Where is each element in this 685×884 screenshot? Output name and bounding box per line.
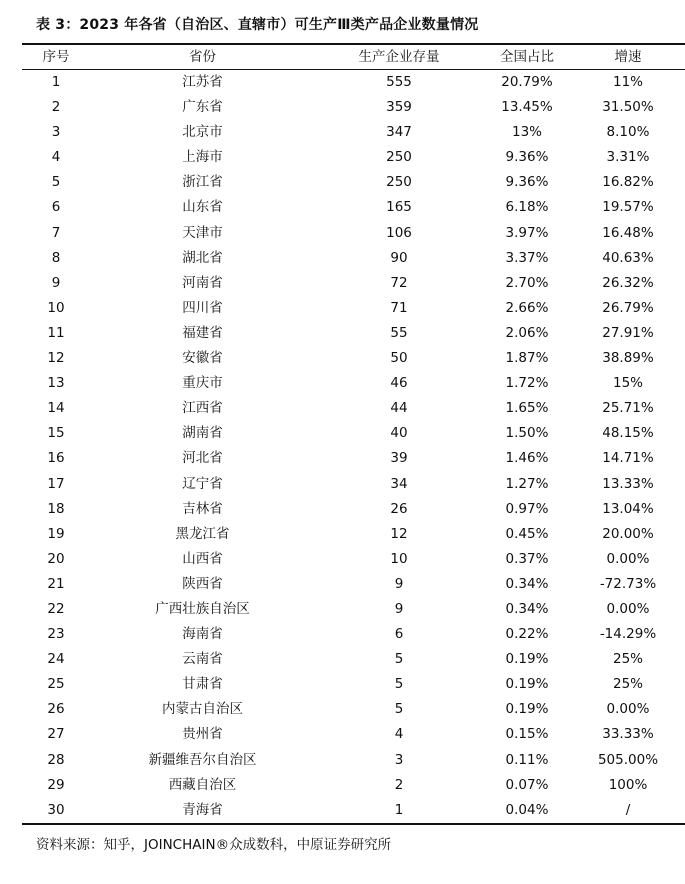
cell-province: 西藏自治区: [168, 776, 237, 793]
cell-index: 24: [47, 651, 65, 668]
table-row: [22, 70, 685, 95]
cell-index: 15: [47, 425, 65, 442]
cell-index: 23: [47, 626, 65, 643]
cell-share: 0.07%: [505, 776, 549, 793]
table-row: [22, 722, 685, 747]
cell-index: 13: [47, 375, 65, 392]
cell-province: 广东省: [182, 99, 223, 116]
cell-growth: 38.89%: [602, 350, 654, 367]
cell-share: 0.97%: [505, 500, 549, 517]
cell-province: 重庆市: [182, 375, 223, 392]
cell-index: 27: [47, 726, 65, 743]
cell-province: 安徽省: [182, 350, 223, 367]
cell-share: 13%: [511, 124, 542, 141]
cell-province: 福建省: [182, 324, 223, 341]
table-row: [22, 246, 685, 271]
cell-share: 13.45%: [501, 99, 553, 116]
cell-share: 1.65%: [505, 400, 549, 417]
cell-index: 9: [51, 274, 61, 291]
cell-share: 0.22%: [505, 626, 549, 643]
cell-growth: 25%: [612, 651, 643, 668]
cell-province: 吉林省: [182, 500, 223, 517]
cell-index: 10: [47, 299, 65, 316]
cell-index: 22: [47, 600, 65, 617]
cell-index: 2: [51, 99, 61, 116]
header-share: 全国占比: [500, 49, 554, 65]
cell-count: 44: [390, 400, 408, 417]
cell-share: 2.06%: [505, 324, 549, 341]
header-growth: 增速: [614, 49, 642, 65]
cell-growth: 100%: [608, 776, 648, 793]
cell-province: 黑龙江省: [175, 525, 230, 542]
cell-share: 0.34%: [505, 600, 549, 617]
cell-growth: 33.33%: [602, 726, 654, 743]
cell-index: 21: [47, 575, 65, 592]
cell-growth: -14.29%: [599, 626, 657, 643]
cell-province: 贵州省: [182, 726, 223, 743]
cell-index: 20: [47, 550, 65, 567]
header-count: 生产企业存量: [358, 49, 440, 65]
cell-index: 4: [51, 149, 61, 166]
cell-growth: 19.57%: [602, 199, 654, 216]
cell-share: 1.27%: [505, 475, 549, 492]
cell-index: 25: [47, 676, 65, 693]
cell-growth: 0.00%: [606, 701, 650, 718]
cell-province: 青海省: [182, 801, 223, 818]
cell-province: 江苏省: [182, 74, 223, 90]
cell-count: 4: [394, 726, 404, 743]
cell-province: 浙江省: [182, 174, 223, 191]
table-row: [22, 446, 685, 471]
cell-province: 甘肃省: [182, 676, 223, 693]
cell-count: 12: [390, 525, 408, 542]
cell-index: 28: [47, 751, 65, 768]
table-row: [22, 773, 685, 798]
cell-growth: 11%: [612, 74, 643, 90]
table-row: [22, 472, 685, 497]
cell-index: 12: [47, 350, 65, 367]
cell-index: 16: [47, 450, 65, 467]
cell-province: 海南省: [182, 626, 223, 643]
cell-growth: 0.00%: [606, 550, 650, 567]
cell-count: 106: [386, 224, 412, 241]
cell-count: 5: [394, 651, 404, 668]
cell-count: 250: [386, 149, 412, 166]
cell-growth: 26.79%: [602, 299, 654, 316]
cell-growth: 16.48%: [602, 224, 654, 241]
table-title: 表 3：2023 年各省（自治区、直辖市）可生产Ⅲ类产品企业数量情况: [36, 17, 479, 33]
cell-growth: 27.91%: [602, 324, 654, 341]
cell-index: 8: [51, 249, 61, 266]
cell-growth: 31.50%: [602, 99, 654, 116]
data-table-container: [22, 43, 685, 825]
cell-count: 3: [394, 751, 404, 768]
cell-count: 5: [394, 701, 404, 718]
cell-province: 江西省: [182, 400, 223, 417]
cell-share: 0.19%: [505, 701, 549, 718]
cell-province: 四川省: [182, 299, 223, 316]
cell-count: 359: [386, 99, 412, 116]
cell-growth: 0.00%: [606, 600, 650, 617]
cell-growth: 25.71%: [602, 400, 654, 417]
cell-share: 2.66%: [505, 299, 549, 316]
table-row: [22, 120, 685, 145]
cell-province: 上海市: [182, 149, 223, 166]
cell-growth: 505.00%: [597, 751, 659, 768]
cell-count: 2: [394, 776, 404, 793]
cell-count: 9: [394, 600, 404, 617]
cell-province: 湖南省: [182, 425, 223, 442]
table-bottom-rule: [22, 823, 685, 825]
cell-count: 1: [394, 801, 404, 818]
cell-index: 5: [51, 174, 61, 191]
cell-province: 山东省: [182, 199, 223, 216]
cell-growth: 26.32%: [602, 274, 654, 291]
cell-growth: 16.82%: [602, 174, 654, 191]
cell-province: 河北省: [182, 450, 223, 467]
cell-index: 7: [51, 224, 61, 241]
cell-share: 6.18%: [505, 199, 549, 216]
cell-share: 3.37%: [505, 249, 549, 266]
cell-index: 1: [51, 74, 61, 90]
cell-count: 40: [390, 425, 408, 442]
data-table: [22, 45, 685, 69]
cell-growth: 13.04%: [602, 500, 654, 517]
table-row: [22, 497, 685, 522]
cell-index: 17: [47, 475, 65, 492]
table-row: [22, 547, 685, 572]
cell-share: 1.87%: [505, 350, 549, 367]
table-row: [22, 221, 685, 246]
cell-index: 11: [47, 324, 65, 341]
table-row: [22, 145, 685, 170]
cell-share: 9.36%: [505, 149, 549, 166]
cell-index: 14: [47, 400, 65, 417]
cell-count: 90: [390, 249, 408, 266]
cell-index: 26: [47, 701, 65, 718]
table-row: [22, 170, 685, 195]
cell-count: 26: [390, 500, 408, 517]
table-row: [22, 798, 685, 823]
cell-share: 20.79%: [501, 74, 553, 90]
cell-share: 0.34%: [505, 575, 549, 592]
cell-count: 72: [390, 274, 408, 291]
header-index: 序号: [42, 49, 70, 65]
cell-index: 29: [47, 776, 65, 793]
table-row: [22, 522, 685, 547]
table-row: [22, 271, 685, 296]
data-table-body: [22, 70, 685, 823]
table-row: [22, 371, 685, 396]
cell-count: 5: [394, 676, 404, 693]
table-header: [22, 45, 685, 69]
cell-growth: 25%: [612, 676, 643, 693]
cell-growth: 48.15%: [602, 425, 654, 442]
cell-index: 3: [51, 124, 61, 141]
cell-growth: -72.73%: [599, 575, 657, 592]
cell-share: 9.36%: [505, 174, 549, 191]
cell-index: 30: [47, 801, 65, 818]
table-row: [22, 421, 685, 446]
cell-count: 34: [390, 475, 408, 492]
cell-share: 2.70%: [505, 274, 549, 291]
cell-growth: 15%: [612, 375, 643, 392]
cell-province: 山西省: [182, 550, 223, 567]
cell-province: 辽宁省: [182, 475, 223, 492]
cell-count: 555: [386, 74, 412, 90]
cell-province: 河南省: [182, 274, 223, 291]
cell-growth: 20.00%: [602, 525, 654, 542]
cell-count: 46: [390, 375, 408, 392]
cell-province: 湖北省: [182, 249, 223, 266]
cell-growth: 8.10%: [606, 124, 650, 141]
source-note: 资料来源：知乎，JOINCHAIN®众成数科，中原证券研究所: [36, 837, 392, 853]
cell-share: 0.11%: [505, 751, 549, 768]
cell-count: 10: [390, 550, 408, 567]
cell-province: 新疆维吾尔自治区: [148, 751, 257, 768]
table-row: [22, 321, 685, 346]
cell-growth: /: [625, 801, 631, 818]
cell-share: 1.46%: [505, 450, 549, 467]
cell-province: 陕西省: [182, 575, 223, 592]
cell-count: 39: [390, 450, 408, 467]
cell-share: 0.15%: [505, 726, 549, 743]
table-row: [22, 622, 685, 647]
table-row: [22, 647, 685, 672]
table-row: [22, 396, 685, 421]
table-row: [22, 697, 685, 722]
cell-index: 18: [47, 500, 65, 517]
cell-share: 0.19%: [505, 651, 549, 668]
cell-count: 71: [390, 299, 408, 316]
cell-share: 0.37%: [505, 550, 549, 567]
cell-growth: 40.63%: [602, 249, 654, 266]
cell-count: 165: [386, 199, 412, 216]
cell-province: 内蒙古自治区: [162, 701, 243, 718]
cell-share: 3.97%: [505, 224, 549, 241]
table-row: [22, 95, 685, 120]
cell-growth: 3.31%: [606, 149, 650, 166]
table-row: [22, 572, 685, 597]
cell-province: 云南省: [182, 651, 223, 668]
cell-province: 广西壮族自治区: [155, 600, 250, 617]
cell-share: 0.04%: [505, 801, 549, 818]
cell-count: 250: [386, 174, 412, 191]
cell-index: 19: [47, 525, 65, 542]
table-row: [22, 346, 685, 371]
cell-growth: 13.33%: [602, 475, 654, 492]
cell-share: 0.19%: [505, 676, 549, 693]
table-row: [22, 296, 685, 321]
cell-index: 6: [51, 199, 61, 216]
table-body: [22, 70, 685, 823]
cell-growth: 14.71%: [602, 450, 654, 467]
header-province: 省份: [189, 49, 216, 65]
cell-count: 50: [390, 350, 408, 367]
cell-count: 6: [394, 626, 404, 643]
table-row: [22, 748, 685, 773]
cell-province: 天津市: [182, 224, 223, 241]
cell-share: 1.50%: [505, 425, 549, 442]
cell-share: 0.45%: [505, 525, 549, 542]
cell-province: 北京市: [182, 124, 223, 141]
table-row: [22, 195, 685, 220]
header-row: [22, 45, 685, 69]
cell-count: 55: [390, 324, 408, 341]
cell-share: 1.72%: [505, 375, 549, 392]
cell-count: 9: [394, 575, 404, 592]
table-row: [22, 597, 685, 622]
table-row: [22, 672, 685, 697]
cell-count: 347: [386, 124, 412, 141]
